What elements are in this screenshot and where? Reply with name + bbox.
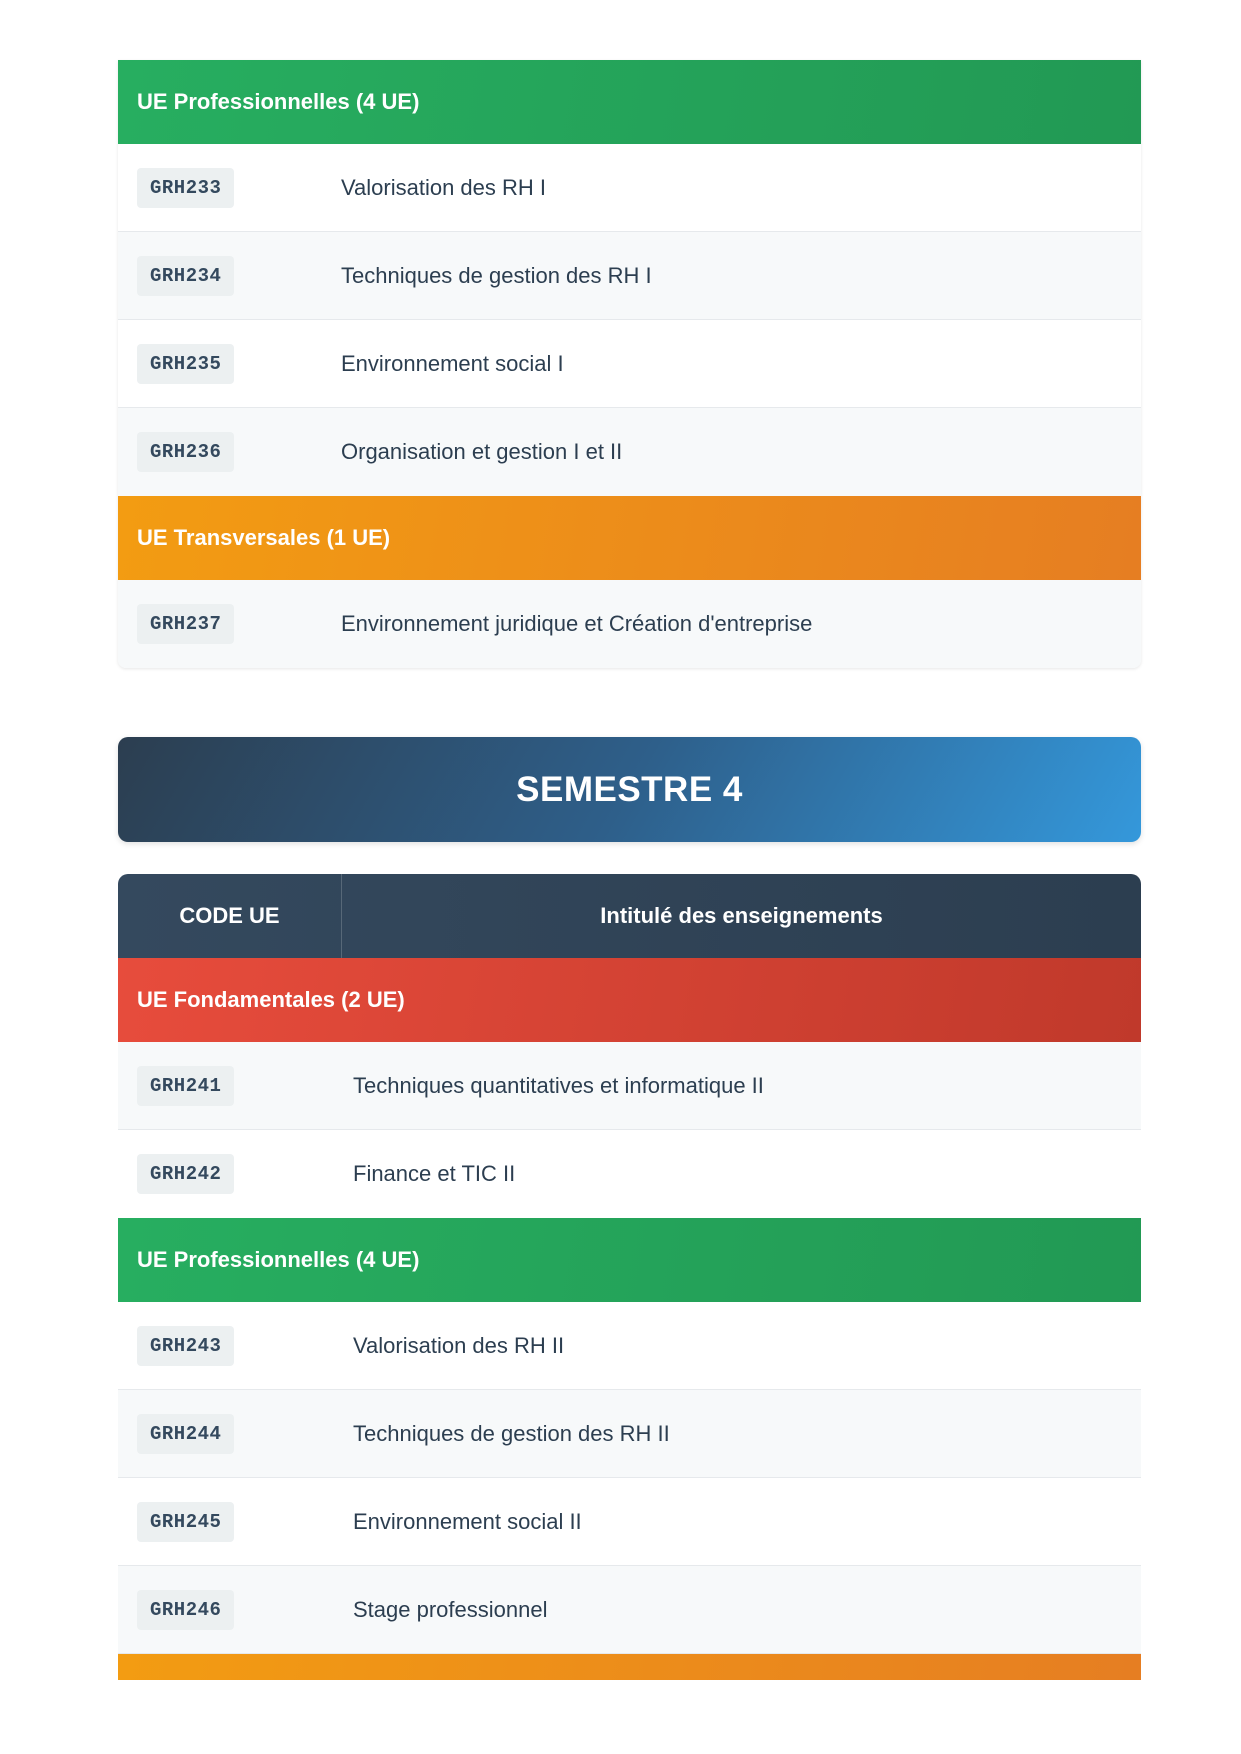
course-title: Techniques de gestion des RH II bbox=[353, 1420, 670, 1446]
course-row bbox=[118, 408, 1141, 496]
course-code: GRH244 bbox=[137, 1414, 234, 1454]
table-header bbox=[118, 874, 1141, 958]
course-title: Valorisation des RH I bbox=[341, 174, 547, 200]
course-title: Techniques de gestion des RH I bbox=[341, 262, 652, 288]
course-title: Finance et TIC II bbox=[353, 1161, 516, 1186]
column-header-code: CODE UE bbox=[118, 874, 342, 958]
semester-3-table bbox=[118, 60, 1141, 668]
semester-4-table bbox=[118, 874, 1141, 1680]
course-row bbox=[118, 144, 1141, 232]
course-code: GRH245 bbox=[137, 1502, 234, 1542]
course-code: GRH237 bbox=[137, 604, 234, 644]
course-row bbox=[118, 1130, 1141, 1218]
course-code: GRH246 bbox=[137, 1590, 234, 1630]
course-row bbox=[118, 1566, 1141, 1654]
category-label: UE Fondamentales (2 UE) bbox=[137, 987, 405, 1012]
category-ue-fondamentales bbox=[118, 958, 1141, 1042]
course-row bbox=[118, 1478, 1141, 1566]
course-title: Environnement social II bbox=[353, 1508, 582, 1534]
course-row bbox=[118, 320, 1141, 408]
semester-banner bbox=[118, 737, 1141, 842]
category-label: UE Transversales (1 UE) bbox=[137, 525, 391, 550]
course-title: Valorisation des RH II bbox=[353, 1332, 565, 1358]
course-code: GRH242 bbox=[137, 1154, 234, 1194]
course-code: GRH233 bbox=[137, 168, 234, 208]
course-code: GRH236 bbox=[137, 432, 234, 472]
category-ue-transversales bbox=[118, 496, 1141, 580]
course-code: GRH234 bbox=[137, 256, 234, 296]
category-label: UE Professionnelles (4 UE) bbox=[137, 89, 420, 114]
course-code: GRH243 bbox=[137, 1326, 234, 1366]
course-row bbox=[118, 1042, 1141, 1130]
course-title: Stage professionnel bbox=[353, 1596, 548, 1622]
category-ue-professionnelles bbox=[118, 1218, 1141, 1302]
course-row bbox=[118, 1302, 1141, 1390]
course-row bbox=[118, 232, 1141, 320]
category-ue-transversales-cut bbox=[118, 1654, 1141, 1680]
semester-title: SEMESTRE 4 bbox=[516, 769, 743, 809]
course-code: GRH235 bbox=[137, 344, 234, 384]
column-header-title: Intitulé des enseignements bbox=[600, 903, 883, 928]
category-ue-professionnelles bbox=[118, 60, 1141, 144]
category-label: UE Professionnelles (4 UE) bbox=[137, 1247, 420, 1272]
course-row bbox=[118, 1390, 1141, 1478]
course-title: Organisation et gestion I et II bbox=[341, 439, 623, 464]
course-title: Environnement social I bbox=[341, 350, 564, 376]
course-code: GRH241 bbox=[137, 1066, 234, 1106]
course-title: Environnement juridique et Création d'entreprise bbox=[341, 611, 813, 636]
course-title: Techniques quantitatives et informatique II bbox=[353, 1072, 764, 1098]
course-row bbox=[118, 580, 1141, 668]
